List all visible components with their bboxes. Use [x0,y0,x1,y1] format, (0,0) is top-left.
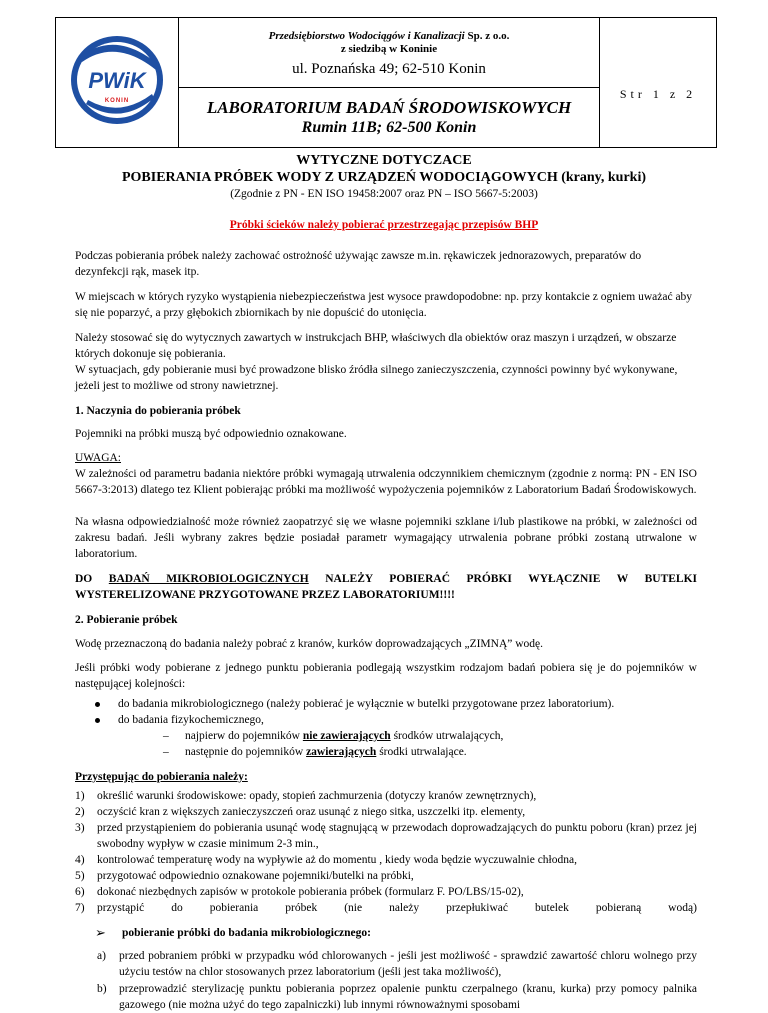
company-name: Przedsiębiorstwo Wodociągów i Kanalizacji [268,30,465,42]
micro-step-b: b) przeprowadzić sterylizację punktu pobierania poprzez opalenie punktu czerpalnego (kranu, kurka) przy pomocy palnika gazowego (nie można użyć do tego zapalniczki) lub innymi równoważnymi sposobami [97,983,697,1011]
page-number: Str 1 z 2 [619,87,697,101]
pwik-logo [56,18,178,147]
page-number-cell [600,18,716,147]
intro-paragraph-3a: Należy stosować się do wytycznych zawartych w instrukcjach BHP, właściwych dla obiektów oraz maszyn i urządzeń, w obszarze których dokonuje się pobierania. [75,332,677,360]
header-table [55,17,717,148]
company-info [179,18,599,88]
bullet-icon [95,718,100,723]
section2-paragraph-1: Wodę przeznaczoną do badania należy pobrać z kranów, kurków doprowadzających „ZIMNĄ” wodę. [75,638,544,650]
intro-paragraph-1: Podczas pobierania próbek należy zachować ostrożność używając zawsze m.in. rękawiczek jednorazowych, preparatów do dezynfekcji rąk, masek itp. [75,250,642,278]
logo-text: PWiK [88,68,146,93]
bhp-warning: Próbki ścieków należy pobierać przestrzegając przepisów BHP [229,219,539,231]
note-paragraph-2: Na własna odpowiedzialność może również zaopatrzyć się we własne pojemniki szklane i/lub plastikowe na próbki, w zależności od zakresu badań. Jeśli wybrany zakres będzie posiadał parametr wymagający utrwalenia pobrane próbki zostaną utrwalone w laboratorium. [75,516,697,560]
doc-title-line1: WYTYCZNE DOTYCZACE [296,153,472,168]
bullet-icon [95,702,100,707]
logo-cell [56,18,179,147]
lab-address: Rumin 11B; 62-500 Konin [301,119,477,136]
company-suffix: Sp. z o.o. [464,30,510,42]
section1-paragraph: Pojemniki na próbki muszą być odpowiednio oznakowane. [75,428,347,440]
note-paragraph-1: W zależności od parametru badania niektóre próbki wymagają utrwalenia odczynnikiem chemicznym (zgodnie z normą: PN - EN ISO 5667-3:2013) dlatego tez Klient pobierając próbki ma możliwość wypożyczenia pojemników z Laboratorium Badań Środowiskowych. [75,468,697,496]
section2-heading: 2. Pobieranie próbek [75,614,178,626]
intro-paragraph-3b: W sytuacjach, gdy pobieranie musi być prowadzone blisko źródła silnego zanieczyszczenia, czynności powinny być wykonywane, jeżeli jest to możliwe od strony nawietrznej. [75,364,678,392]
section1-heading: 1. Naczynia do pobierania próbek [75,405,241,417]
document-page: PWiK KONIN Przedsiębiorstwo Wodociągów i Kanalizacji Sp. z o.o. z siedzibą w Koninie ul. Poznańska 49; 62-510 Konin LABORATORIUM BADAŃ ŚRODOWISKOWYCH Rumin 11B; 62-500 Konin Str 1 z 2 WYTYCZNE DOTYCZACE POBIERANIA PRÓBEK WODY Z URZĄDZEŃ WODOCIĄGOWYCH (krany, kurki) (Zgodnie z PN - EN ISO 19458:2007 oraz PN – ISO 5667-5:2003) Próbki ścieków należy pobierać przestrzegając przepisów BHP Podczas pobierania próbek należy zachować ostrożność używając zawsze m.in. rękawiczek jednorazowych, preparatów do dezynfekcji rąk, masek itp. W miejscach w których ryzyko wystąpienia niebezpieczeństwa jest wysoce prawdopodobne: np. przy kontakcie z ogniem uważać aby się nie poparzyć, a przy głębokich zbiornikach by nie dopuścić do utonięcia. Należy stosować się do wytycznych zawartych w instrukcjach BHP, właściwych dla obiektów oraz maszyn i urządzeń, w obszarze których dokonuje się pobierania. W sytuacjach, gdy pobieranie musi być prowadzone blisko źródła silnego zanieczyszczenia, czynności powinny być wykonywane, jeżeli jest to możliwe od strony nawietrznej. 1. Naczynia do pobierania próbek Pojemniki na próbki muszą być odpowiednio oznakowane. UWAGA: W zależności od parametru badania niektóre próbki wymagają utrwalenia odczynnikiem chemicznym (zgodnie z normą: PN - EN ISO 5667-3:2013) dlatego tez Klient pobierając próbki ma możliwość wypożyczenia pojemników z Laboratorium Badań Środowiskowych. Na własna odpowiedzialność może również zaopatrzyć się we własne pojemniki szklane i/lub plastikowe na próbki, w zależności od zakresu badań. Jeśli wybrany zakres będzie posiadał parametr wymagający utrwalenia pobrane próbki zostaną utrwalone w laboratorium. DO BADAŃ MIKROBIOLOGICZNYCH NALEŻY POBIERAĆ PRÓBKI WYŁĄCZNIE W BUTELKI WYSTERELIZOWANE PRZYGOTOWANE PRZEZ LABORATORIUM!!!! 2. Pobieranie próbek Wodę przeznaczoną do badania należy pobrać z kranów, kurków doprowadzających „ZIMNĄ” wodę. Jeśli próbki wody pobierane z jednego punktu pobierania podlegają wszystkim rodzajom badań pobiera się je do pojemników w następującej kolejności: do badania mikrobiologicznego (należy pobierać je wyłącznie w butelki przygotowane przez laboratorium). do badania fizykochemicznego, – najpierw do pojemników nie zawierających środków utrwalających, – następnie do pojemników zawierających środki utrwalające. Przystępując do pobierania należy: 1) określić warunki środowiskowe: opady, stopień zachmurzenia (dotyczy kranów zewnętrznych), 2) oczyścić kran z większych zanieczyszczeń oraz usunąć z niego sitka, uszczelki itp. elementy, 3) przed przystąpieniem do pobierania usunąć wodę stagnującą w przewodach doprowadzających do punktu poboru (kran) przez jej swobodny wypływ w czasie minimum 2-3 min., 4) kontrolować temperaturę wody na wypływie aż do momentu , kiedy woda będzie wyczuwalnie chłodna, 5) przygotować odpowiednio oznakowane pojemniki/butelki na próbki, 6) dokonać niezbędnych zapisów w protokole pobierania próbek (formularz F. PO/LBS/15-02), 7) przystąpić do pobierania próbek (nie należy przepłukiwać butelek pobieraną wodą) ➢ pobieranie próbki do badania mikrobiologicznego: a) przed pobraniem próbki w przypadku wód chlorowanych - jeśli jest możliwość - sprawdzić zawartość chloru wolnego przy użyciu testów na chlor stosowanych przez laboratorium (jeśli jest taka możliwość), b) przeprowadzić sterylizację punktu pobierania poprzez opalenie punktu czerpalnego (kranu, kurka) przy pomocy palnika gazowego (nie można użyć do tego zapalniczki) lub innymi równoważnymi sposobami [0,0,768,994]
company-seat: z siedzibą w Koninie [340,43,438,55]
steps-heading: Przystępując do pobierania należy: [75,771,248,783]
note-label: UWAGA: [75,452,121,464]
dash-icon: – [163,746,169,758]
arrow-bullet-icon: ➢ [95,925,106,940]
section2-paragraph-2: Jeśli próbki wody pobierane z jednego punktu pobierania podlegają wszystkim rodzajom badań pobiera się je do pojemników w następującej kolejności: [75,662,697,690]
doc-title-line2: POBIERANIA PRÓBEK WODY Z URZĄDZEŃ WODOCIĄGOWYCH (krany, kurki) [121,170,647,185]
intro-paragraph-2: W miejscach w których ryzyko wystąpienia niebezpieczeństwa jest wysoce prawdopodobne: np. przy kontakcie z ogniem uważać aby się nie poparzyć, a przy głębokich zbiornikach by nie dopuścić do utonięcia. [75,291,693,319]
step7-words: przystąpić do pobierania próbek (nie należy przepłukiwać butelek pobieraną wodą) [97,902,697,914]
company-address: ul. Poznańska 49; 62-510 Konin [292,61,486,77]
micro-underlined: BADAŃ MIKROBIOLOGICZNYCH [108,573,309,585]
logo-subtext: KONIN [104,98,130,104]
lab-name: LABORATORIUM BADAŃ ŚRODOWISKOWYCH [206,98,572,117]
dash-icon: – [163,730,169,742]
micro-bottles-warning: DO BADAŃ MIKROBIOLOGICZNYCH NALEŻY POBIERAĆ PRÓBKI WYŁĄCZNIE W BUTELKI WYSTERELIZOWANE PRZYGOTOWANE PRZEZ LABORATORIUM!!!! [75,573,697,601]
company-cell [179,18,600,147]
lab-info [179,88,599,147]
doc-title-norms: (Zgodnie z PN - EN ISO 19458:2007 oraz PN – ISO 5667-5:2003) [230,188,538,200]
